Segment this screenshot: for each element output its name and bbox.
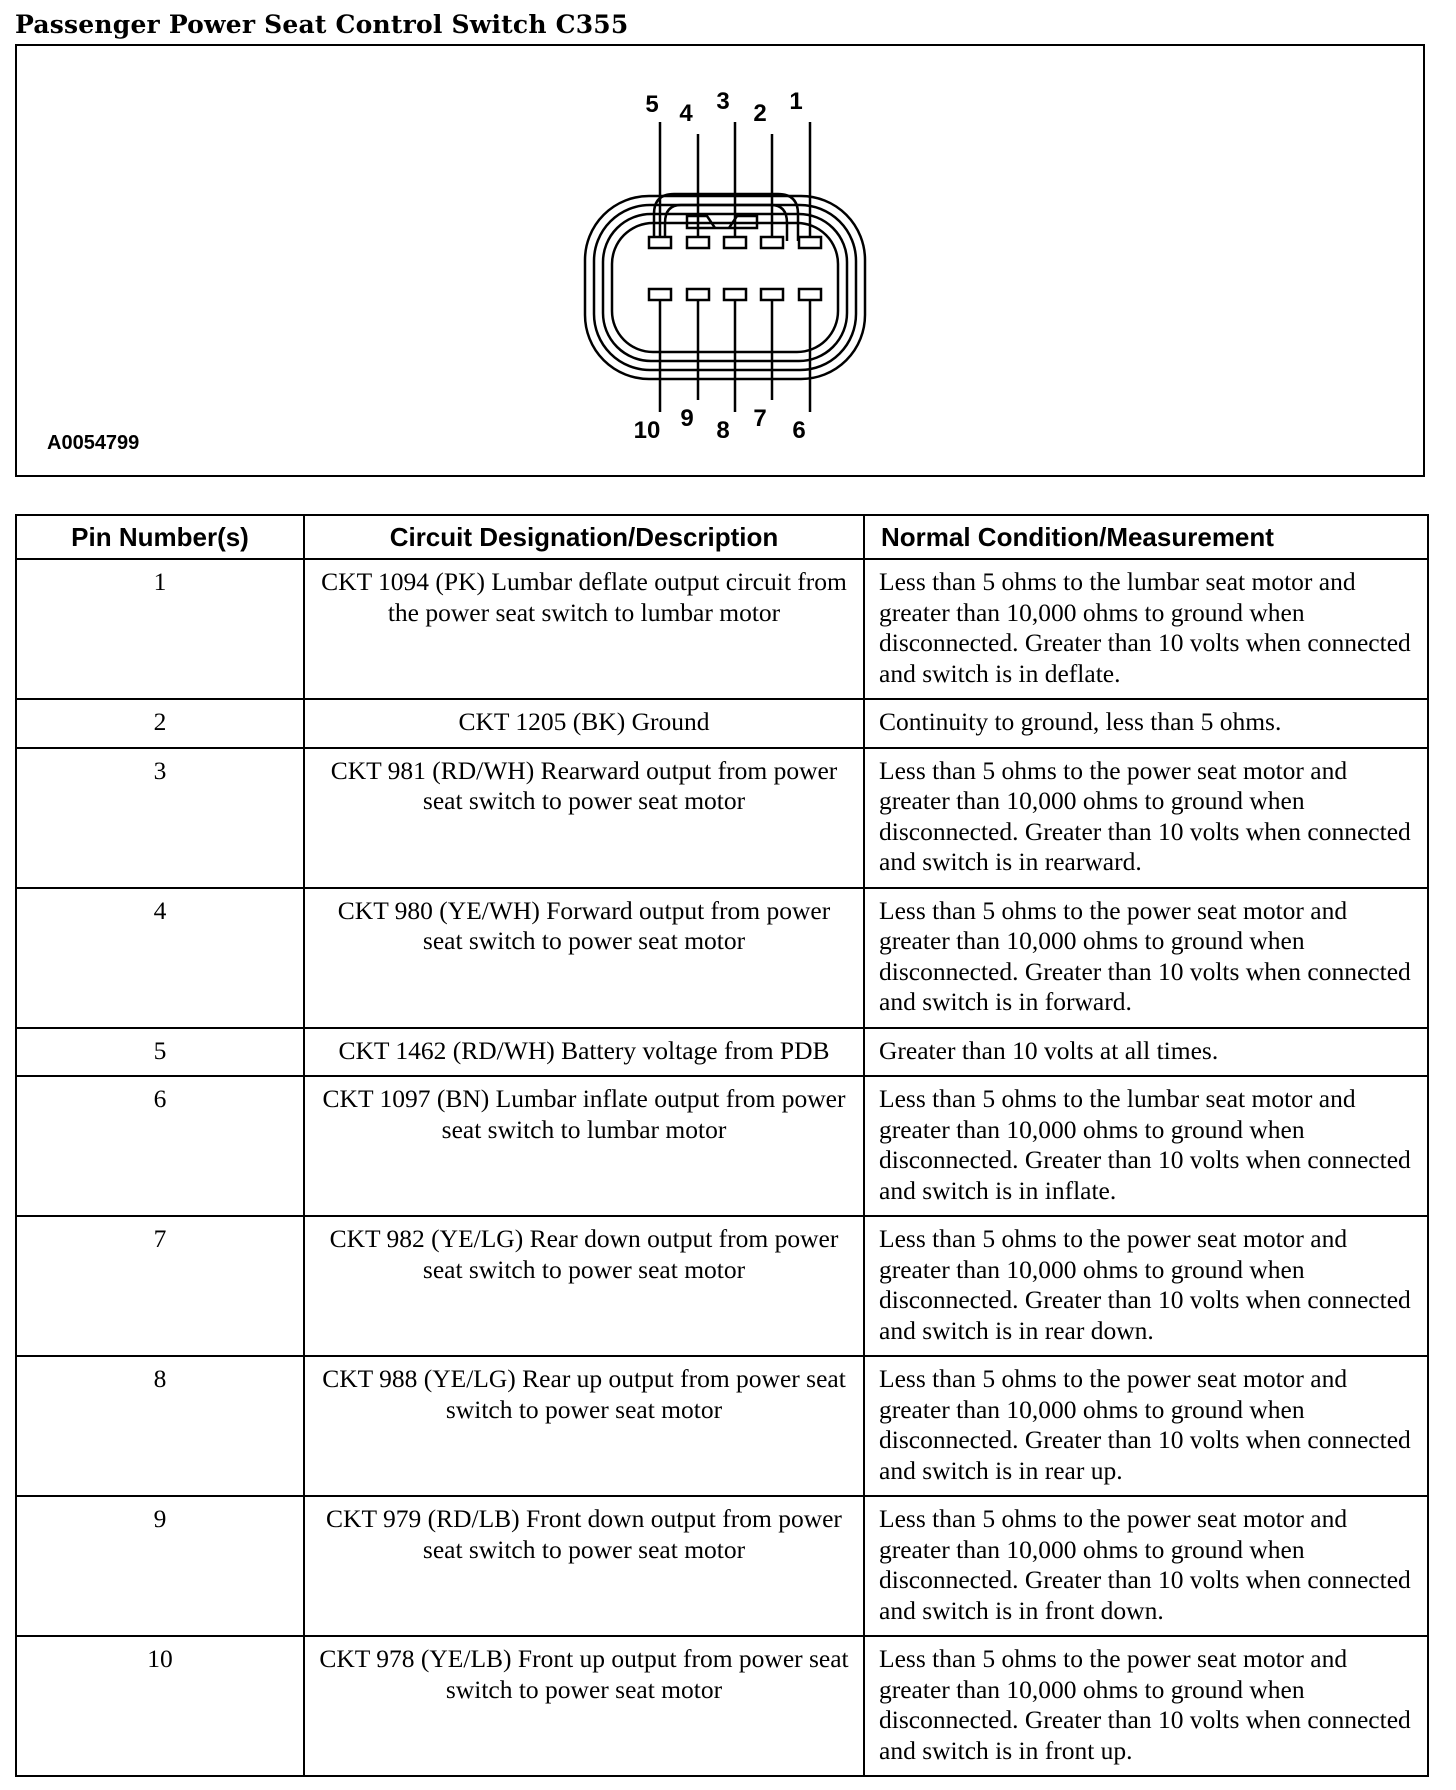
circuit-cell: CKT 1205 (BK) Ground bbox=[304, 699, 864, 748]
table-header-row bbox=[16, 515, 1428, 559]
pin-cell: 7 bbox=[16, 1216, 304, 1356]
table-row bbox=[16, 559, 1428, 699]
terminal-6 bbox=[799, 289, 821, 300]
circuit-cell: CKT 988 (YE/LG) Rear up output from power seat switch to power seat motor bbox=[304, 1356, 864, 1496]
pin-terminals bbox=[649, 237, 821, 300]
table-row bbox=[16, 1356, 1428, 1496]
pin-label-8: 8 bbox=[716, 417, 730, 444]
pin-cell: 3 bbox=[16, 748, 304, 888]
terminal-5 bbox=[649, 237, 671, 248]
connector-diagram bbox=[17, 46, 1423, 475]
table-row bbox=[16, 888, 1428, 1028]
connector-housing bbox=[585, 196, 865, 379]
page-title: Passenger Power Seat Control Switch C355 bbox=[15, 10, 629, 39]
pin-cell: 6 bbox=[16, 1076, 304, 1216]
circuit-cell: CKT 979 (RD/LB) Front down output from power seat switch to power seat motor bbox=[304, 1496, 864, 1636]
pin-table bbox=[15, 514, 1429, 1777]
top-pin-labels bbox=[645, 88, 802, 127]
pin-cell: 10 bbox=[16, 1636, 304, 1776]
table-row bbox=[16, 1076, 1428, 1216]
pin-cell: 5 bbox=[16, 1028, 304, 1077]
condition-cell: Less than 5 ohms to the power seat motor and greater than 10,000 ohms to ground when disconnected. Greater than 10 volts when connected and switch is in forward. bbox=[864, 888, 1428, 1028]
pin-label-5: 5 bbox=[645, 91, 659, 118]
table-row bbox=[16, 1216, 1428, 1356]
condition-cell: Greater than 10 volts at all times. bbox=[864, 1028, 1428, 1077]
pin-label-4: 4 bbox=[679, 100, 693, 127]
table-row bbox=[16, 748, 1428, 888]
pin-cell: 8 bbox=[16, 1356, 304, 1496]
pin-label-6: 6 bbox=[792, 417, 806, 444]
terminal-8 bbox=[724, 289, 746, 300]
circuit-cell: CKT 981 (RD/WH) Rearward output from power seat switch to power seat motor bbox=[304, 748, 864, 888]
circuit-cell: CKT 980 (YE/WH) Forward output from power seat switch to power seat motor bbox=[304, 888, 864, 1028]
condition-cell: Less than 5 ohms to the power seat motor and greater than 10,000 ohms to ground when disconnected. Greater than 10 volts when connected and switch is in rear up. bbox=[864, 1356, 1428, 1496]
pin-label-9: 9 bbox=[680, 405, 694, 432]
circuit-cell: CKT 1097 (BN) Lumbar inflate output from power seat switch to lumbar motor bbox=[304, 1076, 864, 1216]
circuit-cell: CKT 978 (YE/LB) Front up output from power seat switch to power seat motor bbox=[304, 1636, 864, 1776]
terminal-9 bbox=[687, 289, 709, 300]
connector-figure bbox=[15, 44, 1425, 477]
pin-cell: 1 bbox=[16, 559, 304, 699]
pin-label-3: 3 bbox=[716, 88, 730, 115]
header-pin-numbers: Pin Number(s) bbox=[16, 515, 304, 559]
pin-cell: 4 bbox=[16, 888, 304, 1028]
condition-cell: Less than 5 ohms to the power seat motor and greater than 10,000 ohms to ground when disconnected. Greater than 10 volts when connected and switch is in front up. bbox=[864, 1636, 1428, 1776]
table-row bbox=[16, 699, 1428, 748]
figure-id: A0054799 bbox=[47, 432, 140, 454]
connector-latch bbox=[654, 194, 798, 241]
terminal-10 bbox=[649, 289, 671, 300]
condition-cell: Less than 5 ohms to the lumbar seat motor and greater than 10,000 ohms to ground when disconnected. Greater than 10 volts when connected and switch is in inflate. bbox=[864, 1076, 1428, 1216]
pin-label-2: 2 bbox=[753, 100, 767, 127]
header-circuit: Circuit Designation/Description bbox=[304, 515, 864, 559]
pin-cell: 9 bbox=[16, 1496, 304, 1636]
header-condition: Normal Condition/Measurement bbox=[864, 515, 1428, 559]
terminal-3 bbox=[724, 237, 746, 248]
condition-cell: Less than 5 ohms to the power seat motor and greater than 10,000 ohms to ground when disconnected. Greater than 10 volts when connected and switch is in front down. bbox=[864, 1496, 1428, 1636]
terminal-2 bbox=[761, 237, 783, 248]
pin-cell: 2 bbox=[16, 699, 304, 748]
terminal-7 bbox=[761, 289, 783, 300]
terminal-1 bbox=[799, 237, 821, 248]
condition-cell: Less than 5 ohms to the power seat motor and greater than 10,000 ohms to ground when disconnected. Greater than 10 volts when connected and switch is in rearward. bbox=[864, 748, 1428, 888]
table-row bbox=[16, 1028, 1428, 1077]
condition-cell: Less than 5 ohms to the power seat motor and greater than 10,000 ohms to ground when disconnected. Greater than 10 volts when connected and switch is in rear down. bbox=[864, 1216, 1428, 1356]
circuit-cell: CKT 1462 (RD/WH) Battery voltage from PDB bbox=[304, 1028, 864, 1077]
table-row bbox=[16, 1636, 1428, 1776]
circuit-cell: CKT 982 (YE/LG) Rear down output from power seat switch to power seat motor bbox=[304, 1216, 864, 1356]
terminal-4 bbox=[687, 237, 709, 248]
pin-label-7: 7 bbox=[753, 405, 767, 432]
pin-label-10: 10 bbox=[633, 417, 661, 444]
pin-label-1: 1 bbox=[789, 88, 803, 115]
circuit-cell: CKT 1094 (PK) Lumbar deflate output circuit from the power seat switch to lumbar motor bbox=[304, 559, 864, 699]
condition-cell: Continuity to ground, less than 5 ohms. bbox=[864, 699, 1428, 748]
condition-cell: Less than 5 ohms to the lumbar seat motor and greater than 10,000 ohms to ground when disconnected. Greater than 10 volts when connected and switch is in deflate. bbox=[864, 559, 1428, 699]
table-row bbox=[16, 1496, 1428, 1636]
pin-leader-lines bbox=[660, 122, 810, 412]
